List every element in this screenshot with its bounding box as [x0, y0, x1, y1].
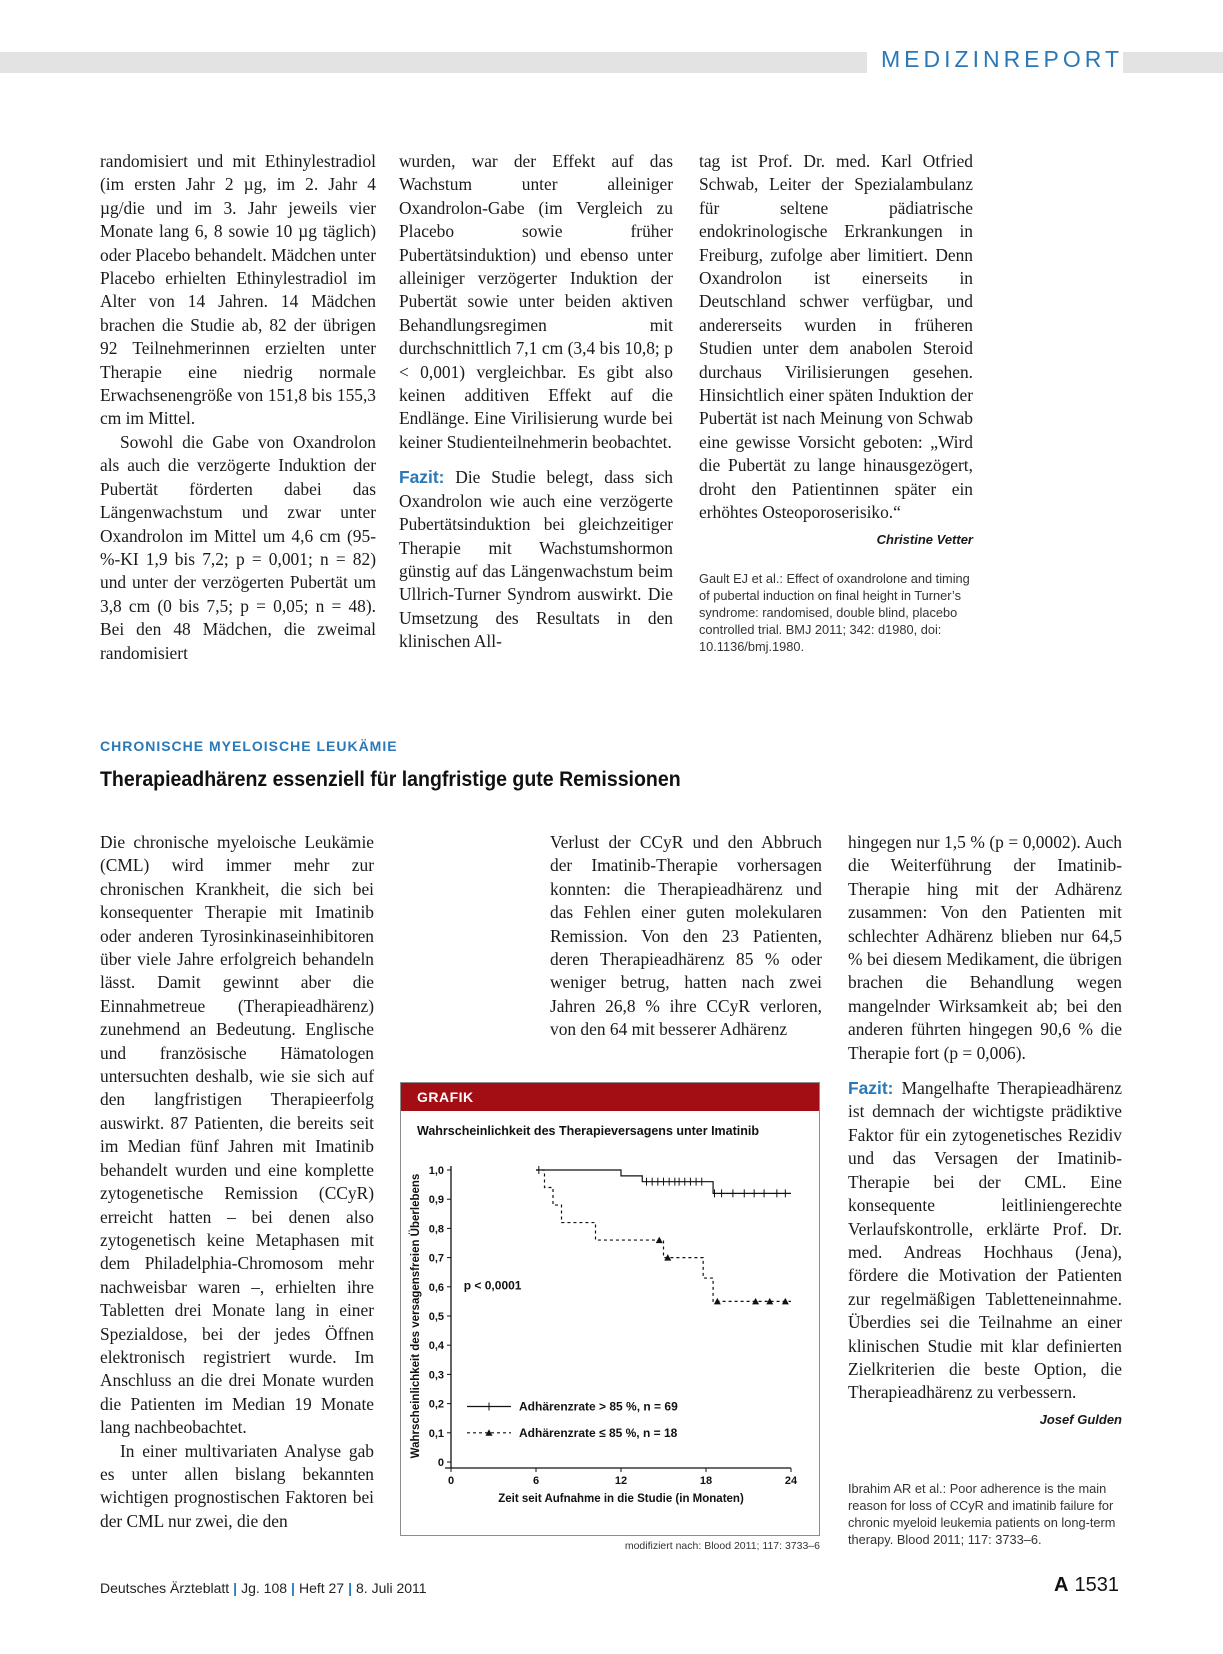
- article2-paragraph: Die chronische myeloische Leukämie (CML) wird immer mehr zur chronischen Krankheit, die sich bei konsequenter Therapie mit Imatinib oder anderen Tyrosinkinaseinhibitoren über viele Jahre erfolgreich behandeln lässt. Damit gewinnt aber die Einnahmetreue (Therapieadhärenz) zunehmend an Bedeutung. Englische und französische Hämatologen untersuchten deshalb, wie sie sich auf den langfristigen Therapieerfolg auswirkt. 87 Patienten, die bereits seit im Median fünf Jahren mit Imatinib behandelt wurden und eine komplette zytogenetische Remission (CCyR) erreicht hatten – bei denen also zytogenetisch keine Metaphasen mit dem Philadelphia-Chromosom mehr nachweisbar waren –, erhielten ihre Tabletten drei Monate lang in einer Spezialdose, bei der jedes Öffnen elektronisch registriert wurde. Im Anschluss an die drei Monate wurden die Patienten im Median 19 Monate lang nachbeobachtet.: [100, 832, 374, 1438]
- chart-y-tick-label: 0: [437, 1457, 444, 1469]
- chart-x-tick-label: 0: [447, 1475, 455, 1487]
- article2-kicker: CHRONISCHE MYELOISCHE LEUKÄMIE: [100, 738, 398, 754]
- article2-column-2: [550, 831, 822, 1042]
- article2-paragraph: In einer multivariaten Analyse gab es unter allen bislang bekannten wichtigen prognostischen Faktoren bei der CML nur zwei, die den: [100, 1440, 374, 1531]
- fazit-label: Fazit:: [848, 1078, 894, 1099]
- chart-series-line-2: [536, 1170, 791, 1301]
- article1-column-3: [699, 150, 973, 551]
- legend-label: Adhärenzrate ≤ 85 %, n = 18: [519, 1425, 678, 1440]
- chart-y-tick-label: 0,4: [428, 1340, 444, 1353]
- chart-y-tick-label: 0,8: [428, 1223, 444, 1236]
- survival-chart: [401, 1111, 818, 1534]
- chart-censor-mark: [714, 1298, 721, 1305]
- journal-issue: Heft 27: [298, 1580, 345, 1596]
- article2-column-3: [848, 831, 1122, 1431]
- page-number-value: 1531: [1074, 1574, 1119, 1596]
- fazit-text: Mangelhafte Therapieadhärenz ist demnach der wichtigste prädiktive Faktor für ein zytogenetisches Rezidiv und das Versagen der Imatinib-Therapie bei der CML. Eine konsequente leitliniengerechte Verlaufskontrolle, erklärte Prof. Dr. med. Andreas Hochhaus (Jena), fördere die Motivation der Patienten zur regelmäßigen Tabletteneinnahme. Überdies sei die Teilnahme an einer klinischen Studie mit klar definierten Zielkriterien die beste Option, die Therapieadhärenz zu verbessern.: [848, 1078, 1122, 1403]
- figure-source: modifiziert nach: Blood 2011; 117: 3733–6: [624, 1540, 820, 1552]
- chart-y-tick-label: 0,1: [428, 1427, 444, 1440]
- journal-volume: Jg. 108: [241, 1580, 288, 1596]
- journal-name: Deutsches Ärzteblatt: [100, 1580, 230, 1596]
- author-name: Josef Gulden: [1039, 1411, 1122, 1427]
- article2-headline: Therapieadhärenz essenziell für langfristige gute Remissionen: [100, 768, 681, 791]
- chart-y-tick-label: 0,5: [428, 1311, 444, 1323]
- article1-reference: Gault EJ et al.: Effect of oxandrolone and timing of pubertal induction on final height in Turner’s syndrome: randomised, double blind, placebo controlled trial. BMJ 2011; 342: d1980, doi: 10.1136/bmj.1980.: [699, 571, 970, 654]
- article1-fazit: [399, 466, 673, 653]
- legend-label: Adhärenzrate > 85 %, n = 69: [519, 1399, 678, 1414]
- chart-p-value-annotation: p < 0,0001: [463, 1278, 522, 1293]
- chart-y-tick-label: 0,9: [428, 1194, 444, 1207]
- chart-title: Wahrscheinlichkeit des Therapieversagens unter Imatinib: [417, 1124, 760, 1138]
- article2-reference: Ibrahim AR et al.: Poor adherence is the main reason for loss of CCyR and imatinib failure for chronic myeloid leukemia patients on long-term therapy. Blood 2011; 117: 3733–6.: [848, 1481, 1116, 1547]
- figure-box: [400, 1082, 820, 1536]
- article2-paragraph: hingegen nur 1,5 % (p = 0,0002). Auch die Weiterführung der Imatinib-Therapie hing mit der Adhärenz zusammen: Von den Patienten mit schlechter Adhärenz blieben nur 64,5 % bei diesem Medikament, die übrigen brachen die Behandlung wegen mangelnder Wirksamkeit ab; bei den anderen führten hingegen 90,6 % die Therapie fort (p = 0,006).: [848, 832, 1122, 1063]
- chart-y-tick-label: 1,0: [428, 1165, 444, 1177]
- chart-x-axis-label: Zeit seit Aufnahme in die Studie (in Monaten): [498, 1493, 744, 1505]
- article1-paragraph: randomisiert und mit Ethinylestradiol (im ersten Jahr 2 µg, im 2. Jahr 4 µg/die und im 3. Jahr jeweils vier Monate lang 6, 8 sowie 10 µg täglich) oder Placebo behandelt. Mädchen unter Placebo erhielten Ethinylestradiol im Alter von 14 Jahren. 14 Mädchen brachen die Studie ab, 82 der übrigen 92 Teilnehmerinnen erzielten unter Therapie eine niedrig normale Erwachsenengröße von 151,8 bis 155,3 cm im Mittel.: [100, 151, 376, 429]
- chart-y-tick-label: 0,7: [428, 1252, 444, 1265]
- chart-x-tick-label: 12: [614, 1475, 628, 1487]
- article2-paragraph: Verlust der CCyR und den Abbruch der Imatinib-Therapie vorhersagen konnten: die Therapieadhärenz und das Fehlen einer guten molekularen Remission. Von den 23 Patienten, deren Therapieadhärenz 85 % oder weniger betrug, hatten nach zwei Jahren 26,8 % ihre CCyR verloren, von den 64 mit besserer Adhärenz: [550, 832, 822, 1040]
- figure-label: GRAFIK: [401, 1083, 819, 1111]
- chart-y-tick-label: 0,2: [428, 1398, 444, 1411]
- chart-x-tick-label: 24: [784, 1475, 798, 1487]
- article1-paragraph: wurden, war der Effekt auf das Wachstum unter alleiniger Oxandrolon-Gabe (im Vergleich zu Placebo sowie früher Pubertätsinduktion) und ebenso unter alleiniger verzögerter Induktion der Pubertät sowie unter beiden aktiven Behandlungsregimen mit durchschnittlich 7,1 cm (3,4 bis 10,8; p < 0,001) vergleichbar. Es gibt also keinen additiven Effekt auf die Endlänge. Eine Virilisierung wurde bei keiner Studienteilnehmerin beobachtet.: [399, 151, 673, 452]
- article2-fazit: [848, 1077, 1122, 1427]
- chart-y-tick-label: 0,3: [428, 1369, 444, 1382]
- author-name: Christine Vetter: [876, 531, 973, 547]
- chart-y-tick-label: 0,6: [428, 1281, 444, 1294]
- article1-column-1: [100, 150, 376, 665]
- chart-x-tick-label: 6: [532, 1475, 540, 1487]
- chart-x-tick-label: 18: [699, 1475, 713, 1487]
- fazit-text: Die Studie belegt, dass sich Oxandrolon wie auch eine verzögerte Pubertätsinduktion bei gleichzeitiger Therapie mit Wachstumshormon günstig auf das Längenwachstum beim Ullrich-Turner Syndrom auswirkt. Die Umsetzung des Resultats in den klinischen All-: [399, 467, 674, 652]
- article1-paragraph: [699, 150, 973, 547]
- section-label: MEDIZINREPORT: [867, 46, 1123, 73]
- article1-paragraph: Sowohl die Gabe von Oxandrolon als auch die verzögerte Induktion der Pubertät förderten dabei das Längenwachstum und zwar unter Oxandrolon im Mittel um 4,6 cm (95-%-KI 1,9 bis 7,2; p = 0,001; n = 82) und unter der verzögerten Pubertät um 3,8 cm (0 bis 7,5; p = 0,05; n = 48). Bei den 48 Mädchen, die zweimal randomisiert: [100, 431, 376, 663]
- footer-journal-info: Deutsches Ärzteblatt | Jg. 108 | Heft 27 | 8. Juli 2011: [100, 1580, 427, 1596]
- article1-column-2: [399, 150, 673, 654]
- journal-date: 8. Juli 2011: [356, 1580, 427, 1596]
- chart-y-axis-label: Wahrscheinlichkeit des versagensfreien Überlebens: [410, 1173, 422, 1459]
- page-number: [1054, 1574, 1119, 1597]
- chart-censor-mark: [656, 1237, 663, 1244]
- fazit-label: Fazit:: [399, 467, 445, 488]
- chart-legend: [467, 1400, 678, 1440]
- chart-series: [536, 1166, 791, 1304]
- article1-closing-text: tag ist Prof. Dr. med. Karl Otfried Schwab, Leiter der Spezialambulanz für seltene pädiatrische endokrinologische Erkrankungen in Freiburg, zufolge aber limitiert. Denn Oxandrolon ist einerseits in Deutschland schwer verfügbar, und andererseits wurden in früheren Studien unter dem anabolen Steroid durchaus Virilisierungen gesehen. Hinsichtlich einer späten Induktion der Pubertät ist nach Meinung von Schwab eine gewisse Vorsicht geboten: „Wird die Pubertät zu lange hinausgezögert, droht den Patientinnen später ein erhöhtes Osteoporoserisiko.“: [699, 151, 973, 523]
- page-prefix: A: [1054, 1574, 1069, 1596]
- article2-column-1: [100, 831, 374, 1533]
